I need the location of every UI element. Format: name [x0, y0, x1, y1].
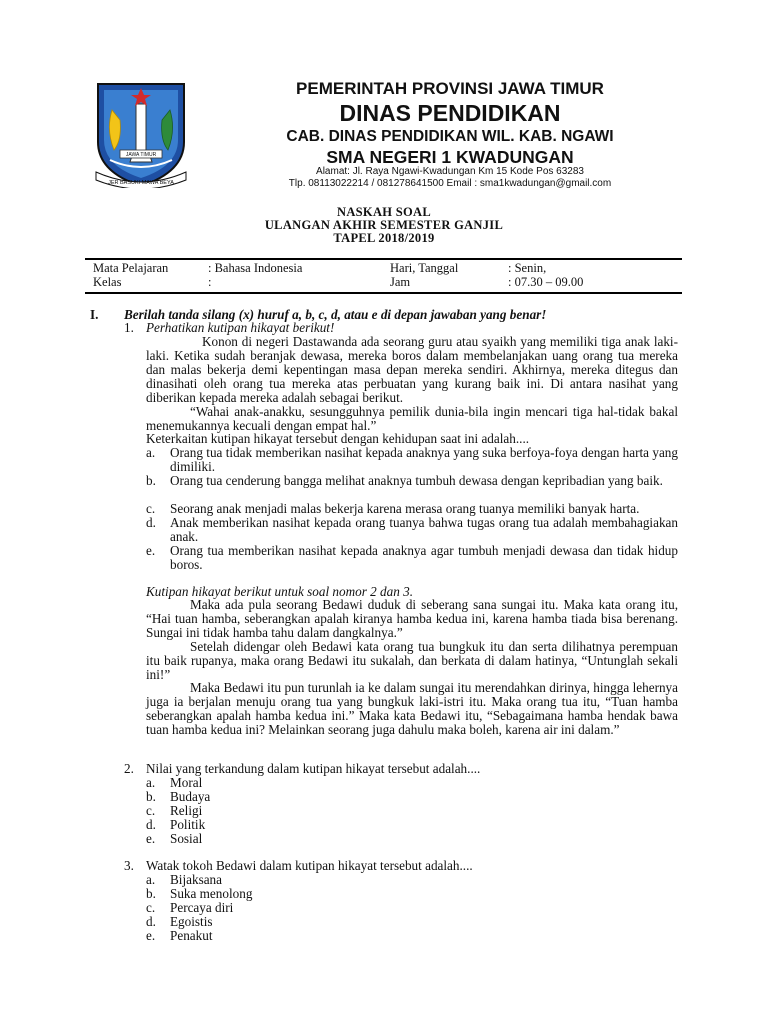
q3-option-letter: b. — [146, 886, 156, 901]
q2-option-text: Moral — [170, 775, 203, 790]
time-label: Jam — [390, 275, 411, 289]
section-instruction: Berilah tanda silang (x) huruf a, b, c, d, atau e di depan jawaban yang benar! — [124, 307, 547, 322]
doc-title-2: ULANGAN AKHIR SEMESTER GANJIL — [264, 218, 504, 232]
passage2-para-2: Setelah didengar oleh Bedawi kata orang tua bungkuk itu dan serta dilihatnya perempuan itu baik rupanya, maka orang Bedawi itu sukalah, dan berkata di dalam hatinya, “Untunglah sekali ini!” — [146, 639, 678, 682]
doc-title-3: TAPEL 2018/2019 — [333, 231, 435, 245]
info-bottom-rule — [85, 292, 682, 294]
q3-option-letter: d. — [146, 914, 156, 929]
q3-option-text: Suka menolong — [170, 886, 253, 901]
q1-question: Keterkaitan kutipan hikayat tersebut dengan kehidupan saat ini adalah.... — [146, 431, 530, 446]
q1-option-letter: c. — [146, 501, 156, 516]
q2-option-text: Religi — [170, 803, 203, 818]
q3-question: Watak tokoh Bedawi dalam kutipan hikayat tersebut adalah.... — [146, 858, 473, 873]
logo-ribbon-top: JAWA TIMUR — [125, 152, 157, 158]
header-province: PEMERINTAH PROVINSI JAWA TIMUR — [296, 79, 604, 98]
info-top-rule — [85, 258, 682, 260]
section-number: I. — [90, 307, 99, 322]
q3-option-letter: a. — [146, 872, 156, 887]
date-label: Hari, Tanggal — [390, 261, 459, 275]
q3-option-letter: c. — [146, 900, 156, 915]
q1-option-letter: d. — [146, 515, 156, 530]
q2-option-letter: d. — [146, 817, 156, 832]
q1-option-text: Anak memberikan nasihat kepada orang tuanya bahwa tugas orang tua adalah membahagiakan anak. — [170, 515, 678, 544]
q2-question: Nilai yang terkandung dalam kutipan hikayat tersebut adalah.... — [146, 761, 481, 776]
q1-passage-2: “Wahai anak-anakku, sesungguhnya pemilik dunia-bila ingin mencari tiga hal-tidak bakal menemukannya kecuali dengan empat hal.” — [146, 404, 678, 433]
header-contact: Tlp. 08113022214 / 081278641500 Email : sma1kwadungan@gmail.com — [288, 178, 612, 189]
q2-option-letter: c. — [146, 803, 156, 818]
q1-option-text: Orang tua cenderung bangga melihat anaknya tumbuh dewasa dengan kepribadian yang baik. — [170, 473, 663, 488]
q1-option-text: Orang tua memberikan nasihat kepada anaknya agar tumbuh menjadi dewasa dan tidak hidup boros. — [170, 543, 678, 572]
class-label: Kelas — [93, 275, 122, 289]
q1-option-text: Orang tua tidak memberikan nasihat kepada anaknya yang suka berfoya-foya dengan harta yang dimiliki. — [170, 445, 678, 474]
subject-label: Mata Pelajaran — [93, 261, 169, 275]
q3-option-letter: e. — [146, 928, 156, 943]
q2-option-text: Sosial — [170, 831, 203, 846]
doc-title-1: NASKAH SOAL — [337, 205, 431, 219]
q3-option-text: Bijaksana — [170, 872, 223, 887]
q1-option-letter: e. — [146, 543, 156, 558]
q2-option-letter: a. — [146, 775, 156, 790]
q1-intro: Perhatikan kutipan hikayat berikut! — [146, 320, 335, 335]
q1-number: 1. — [124, 320, 134, 335]
header-school: SMA NEGERI 1 KWADUNGAN — [326, 147, 574, 167]
q3-number: 3. — [124, 858, 134, 873]
q2-option-letter: b. — [146, 789, 156, 804]
header-agency: DINAS PENDIDIKAN — [339, 100, 561, 126]
passage2-para-1: Maka ada pula seorang Bedawi duduk di seberang sana sungai itu. Maka kata orang itu, “Hai tuan hamba, seberangkan apalah kiranya hamba kedua ini, karena hamba tiada bisa berenang. Sungai ini tidak hamba tahu dalam dangkalnya.” — [146, 597, 678, 640]
time-value: : 07.30 – 09.00 — [508, 275, 584, 289]
subject-value: : Bahasa Indonesia — [208, 261, 303, 275]
q1-option-letter: b. — [146, 473, 156, 488]
q1-option-letter: a. — [146, 445, 156, 460]
q1-passage-1: Konon di negeri Dastawanda ada seorang guru atau syaikh yang memiliki tiga anak laki-laki. Ketika sudah beranjak dewasa, mereka boros dalam membelanjakan uang orang tua mereka dan malas bekerja demi kepentingan masa depan mereka sendiri. Akhirnya, mereka ditegus dan dinasihati oleh orang tua mereka atas perbuatan yang kurang baik ini. Di antara nasihat yang diberikan kepada mereka adalah sebagai berikut. — [146, 334, 678, 405]
q3-option-text: Percaya diri — [170, 900, 234, 915]
class-value: : — [208, 275, 212, 289]
q1-option-text: Seorang anak menjadi malas bekerja karena merasa orang tuanya memiliki banyak harta. — [170, 501, 640, 516]
passage2-para-3: Maka Bedawi itu pun turunlah ia ke dalam sungai itu merendahkan dirinya, hingga lehernya juga ia berjalan menuju orang tua yang bungkuk laki-istri itu. Maka orang tua itu, “Tuan hamba seberangkan apalah hamba kedua ini.” Maka kata Bedawi itu, “Sebagaimana hamba hendak bawa tuan hamba kedua ini? Melainkan seorang juga dahulu maka boleh, karena air ini dalam.” — [146, 680, 678, 737]
date-value: : Senin, — [508, 261, 547, 275]
passage2-intro: Kutipan hikayat berikut untuk soal nomor 2 dan 3. — [146, 584, 414, 599]
logo-ribbon-bottom: JER BASUKI MAWA BEYA — [108, 180, 174, 186]
q2-option-letter: e. — [146, 831, 156, 846]
q2-option-text: Budaya — [170, 789, 211, 804]
header-branch: CAB. DINAS PENDIDIKAN WIL. KAB. NGAWI — [286, 128, 614, 145]
q2-option-text: Politik — [170, 817, 206, 832]
q2-number: 2. — [124, 761, 134, 776]
east-java-emblem-logo — [92, 80, 190, 188]
q3-option-text: Egoistis — [170, 914, 213, 929]
q3-option-text: Penakut — [170, 928, 213, 943]
header-address: Alamat: Jl. Raya Ngawi-Kwadungan Km 15 Kode Pos 63283 — [316, 166, 584, 177]
